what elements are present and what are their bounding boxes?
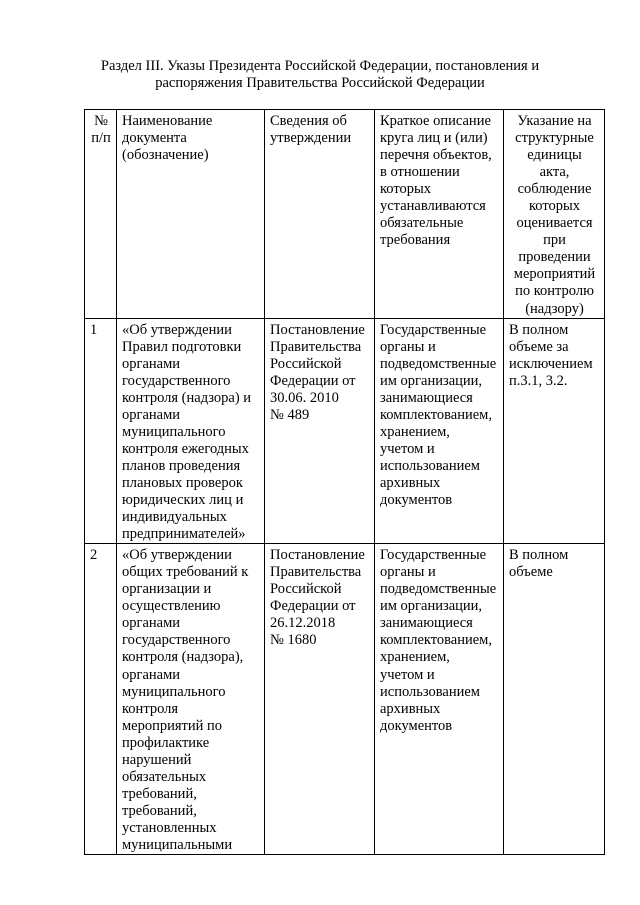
row-structural-units: В полном объеме за исключением п.3.1, 3.2.: [504, 318, 605, 544]
table-row: [85, 318, 605, 544]
row-scope-description: Государственные органы и подведомственные им организации, занимающиеся комплектованием, хранением, учетом и использованием архивных документов: [375, 318, 504, 544]
row-scope-description: Государственные органы и подведомственные им организации, занимающиеся комплектованием, хранением, учетом и использованием архивных документов: [375, 544, 504, 855]
row-approval-info: Постановление Правительства Российской Федерации от 30.06. 2010 № 489: [265, 318, 375, 544]
header-structural-units: Указание на структурные единицы акта, соблюдение которых оценивается при проведении мероприятий по контролю (надзору): [504, 110, 605, 319]
row-number: 1: [85, 318, 117, 544]
section-title: [60, 58, 580, 92]
section-title-line-1: Раздел III. Указы Президента Российской Федерации, постановления и: [100, 58, 540, 74]
header-document-name: Наименование документа (обозначение): [117, 110, 265, 319]
row-structural-units: В полном объеме: [504, 544, 605, 855]
header-approval-info: Сведения об утверждении: [265, 110, 375, 319]
table-row: [85, 544, 605, 855]
table-header-row: [85, 110, 605, 319]
row-approval-info: Постановление Правительства Российской Федерации от 26.12.2018 № 1680: [265, 544, 375, 855]
row-document-name: «Об утверждении Правил подготовки органами государственного контроля (надзора) и органами муниципального контроля ежегодных планов проведения плановых проверок юридических лиц и индивидуальных предпринимателей»: [117, 318, 265, 544]
requirements-table: [84, 109, 605, 855]
row-number: 2: [85, 544, 117, 855]
row-document-name: «Об утверждении общих требований к организации и осуществлению органами государственного контроля (надзора), органами муниципального контроля мероприятий по профилактике нарушений обязательных требований, требований, установленных муниципальными: [117, 544, 265, 855]
section-title-line-2: распоряжения Правительства Российской Федерации: [155, 75, 485, 91]
header-scope-description: Краткое описание круга лиц и (или) перечня объектов, в отношении которых устанавливаются обязательные требования: [375, 110, 504, 319]
header-number: № п/п: [85, 110, 117, 319]
